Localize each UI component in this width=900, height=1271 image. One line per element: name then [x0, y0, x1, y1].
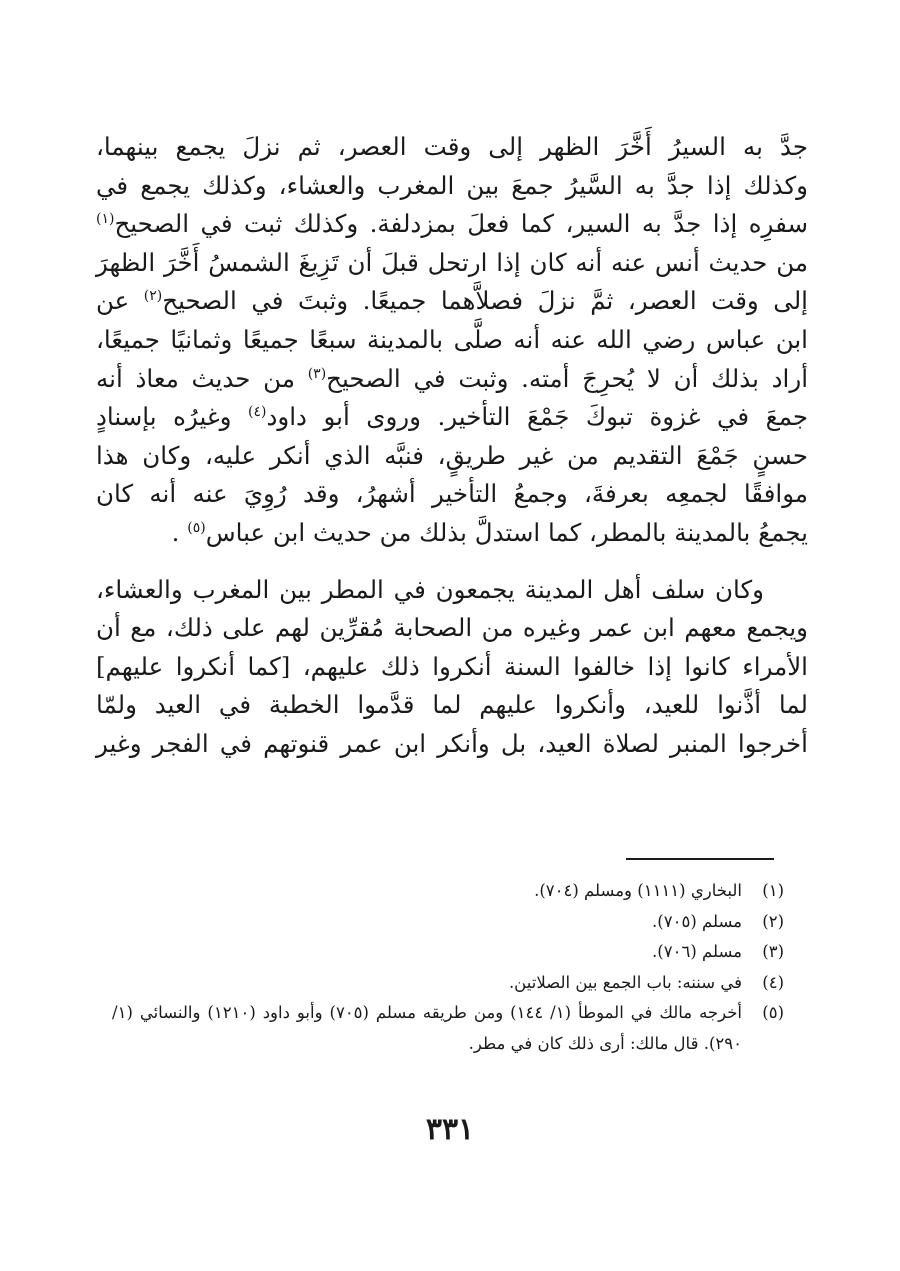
paragraph-2 [96, 571, 808, 764]
text-line: حسنٍ جَمْعَ التقديم من غير طريقٍ، فنبَّه الذي أنكر عليه، وكان هذا [96, 440, 808, 470]
text-line: موافقًا لجمعِه بعرفةَ، وجمعُ التأخير أشهرُ، وقد رُوِيَ عنه أنه كان [96, 479, 808, 509]
text-line: الأمراء كانوا إذا خالفوا السنة أنكروا ذلك عليهم، [كما أنكروا عليهم] [96, 651, 808, 681]
paragraph-1 [96, 128, 808, 553]
text-line: أخرجوا المنبر لصلاة العيد، بل وأنكر ابن عمر قنوتهم في الفجر وغير [96, 728, 808, 758]
text-line: وكان سلف أهل المدينة يجمعون في المطر بين المغرب والعشاء، [96, 574, 764, 604]
footnote-number: (٣) [762, 942, 784, 961]
text-line: جدَّ به السيرُ أَخَّرَ الظهر إلى وقت العصر، ثم نزلَ يجمع بينهما، [96, 132, 808, 161]
footnote-number: (٥) [762, 1003, 784, 1022]
text-line: من حديث أنس عنه أنه كان إذا ارتحل قبلَ أن تَزِيغَ الشمسُ أَخَّرَ الظهرَ [96, 247, 808, 277]
footnote-text: أخرجه مالك في الموطأ (١/ ١٤٤) ومن طريقه مسلم (٧٠٥) وأبو داود (١٢١٠) والنسائي (١/ ٢٩٠). قال مالك: أرى ذلك كان في مطر. [112, 1003, 743, 1053]
text-line: وكذلك إذا جدَّ به السَّيرُ جمعَ بين المغرب والعشاء، وكذلك يجمع في [96, 170, 808, 200]
text-line: ويجمع معهم ابن عمر وغيره من الصحابة مُقرِّين لهم على ذلك، مع أن [96, 613, 808, 643]
footnote-ref: (٢) [143, 288, 163, 305]
text-line: أراد بذلك أن لا يُحرِجَ أمته. وثبت في الصحيح$^{(٣)}$ من حديث معاذ أنه [96, 363, 808, 393]
main-text-block [96, 128, 808, 764]
footnote-ref: (١) [96, 211, 115, 228]
text-line: يجمعُ بالمدينة بالمطر، كما استدلَّ بذلك من حديث ابن عباس$^{(٥)}$ . [171, 517, 808, 547]
text-line: جمعَ في غزوة تبوكَ جَمْعَ التأخير. وروى أبو داود$^{(٤)}$ وغيرُه بإسنادٍ [96, 402, 809, 432]
footnote-item [112, 907, 784, 938]
footnote-number: (٤) [762, 972, 784, 992]
text-line: سفرِه إذا جدَّ به السير، كما فعلَ بمزدلفة. وكذلك ثبت في الصحيح$^{(١)}$ [96, 209, 808, 239]
footnote-number: (١) [762, 881, 784, 900]
footnote-divider [626, 858, 774, 860]
page-number: ٣٣١ [425, 1112, 475, 1147]
footnote-ref: (٤) [248, 404, 267, 420]
footnote-item [112, 998, 784, 1059]
footnotes-section [112, 876, 784, 1059]
footnote-item [112, 937, 784, 968]
footnote-item [112, 876, 784, 907]
footnote-ref: (٥) [187, 519, 206, 536]
footnote-number: (٢) [762, 911, 784, 931]
footnote-text: مسلم (٧٠٦). [652, 942, 742, 961]
footnote-text: مسلم (٧٠٥). [652, 911, 742, 931]
footnote-text: في سننه: باب الجمع بين الصلاتين. [508, 972, 742, 992]
text-line: لما أذَّنوا للعيد، وأنكروا عليهم لما قدَّموا الخطبة في العيد ولمّا [96, 690, 808, 720]
footnote-item [112, 968, 784, 999]
text-line: إلى وقت العصر، ثمَّ نزلَ فصلاَّهما جميعًا. وثبتَ في الصحيح$^{(٢)}$ عن [96, 286, 808, 316]
text-line: ابن عباس رضي الله عنه أنه صلَّى بالمدينة سبعًا جميعًا وثمانيًا جميعًا، [96, 324, 808, 354]
footnote-text: البخاري (١١١١) ومسلم (٧٠٤). [534, 881, 742, 900]
footnote-ref: (٣) [307, 365, 327, 382]
